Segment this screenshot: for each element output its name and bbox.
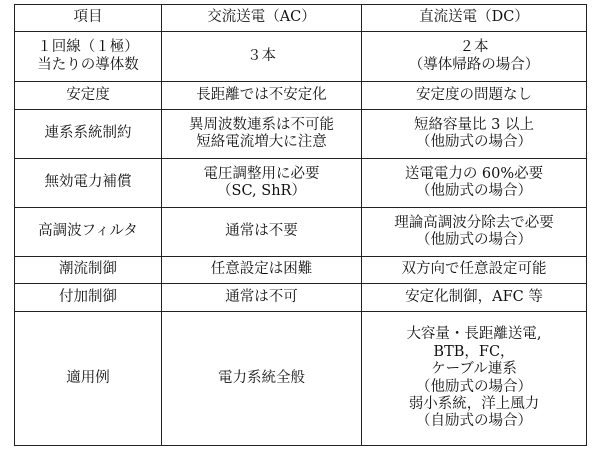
cell-line: （他励式の場合） bbox=[416, 232, 532, 248]
cell-line: 通常は不要 bbox=[225, 223, 298, 240]
cell-line: 高調波フィルタ bbox=[38, 223, 138, 240]
cell-line: （他励式の場合） bbox=[416, 378, 532, 395]
cell-line: ２本 bbox=[459, 39, 489, 56]
row-dc bbox=[362, 312, 587, 446]
header-dc: 直流送電（DC） bbox=[362, 5, 587, 32]
row-ac bbox=[162, 82, 362, 110]
cell-line: （他励式の場合） bbox=[416, 183, 532, 199]
table-row bbox=[15, 82, 587, 110]
table-row bbox=[15, 208, 587, 257]
table-row bbox=[15, 312, 587, 446]
row-item bbox=[15, 159, 162, 208]
cell-line: 短絡容量比 3 以上 bbox=[414, 116, 534, 133]
row-item bbox=[15, 284, 162, 312]
cell-line: （SC, ShR） bbox=[217, 183, 306, 199]
row-dc bbox=[362, 208, 587, 257]
header-ac: 交流送電（AC） bbox=[162, 5, 362, 32]
cell-line: １回線（１極） bbox=[37, 39, 139, 56]
cell-line: 安定度 bbox=[66, 86, 110, 103]
cell-line: 当たりの導体数 bbox=[37, 56, 139, 73]
cell-line: （他励式の場合） bbox=[416, 134, 532, 150]
row-ac bbox=[162, 208, 362, 257]
cell-line: 連系系統制約 bbox=[44, 125, 132, 142]
row-ac bbox=[162, 284, 362, 312]
row-item bbox=[15, 312, 162, 446]
cell-line: 電圧調整用に必要 bbox=[203, 165, 320, 182]
row-dc bbox=[362, 257, 587, 284]
cell-line: 送電電力の 60%必要 bbox=[404, 165, 544, 182]
cell-line: 安定度の問題なし bbox=[416, 86, 532, 103]
row-ac bbox=[162, 110, 362, 159]
table-row bbox=[15, 159, 587, 208]
table-row bbox=[15, 284, 587, 312]
cell-line: 安定化制御，AFC 等 bbox=[405, 288, 543, 305]
cell-line: ケーブル連系 bbox=[431, 361, 517, 378]
cell-line: 付加制御 bbox=[59, 288, 117, 305]
row-dc bbox=[362, 110, 587, 159]
row-item bbox=[15, 110, 162, 159]
cell-line: 弱小系統，洋上風力 bbox=[408, 395, 540, 412]
ac-dc-comparison-table bbox=[14, 4, 587, 446]
row-ac bbox=[162, 159, 362, 208]
row-dc bbox=[362, 159, 587, 208]
row-ac bbox=[162, 257, 362, 284]
cell-line: 大容量・長距離送電, bbox=[406, 326, 542, 343]
row-item bbox=[15, 32, 162, 82]
cell-line: 任意設定は困難 bbox=[210, 261, 313, 278]
table-row bbox=[15, 32, 587, 82]
cell-line: BTB，FC， bbox=[433, 343, 515, 360]
cell-line: ３本 bbox=[247, 47, 276, 64]
row-dc bbox=[362, 284, 587, 312]
row-item bbox=[15, 257, 162, 284]
cell-line: 双方向で任意設定可能 bbox=[401, 261, 547, 278]
row-item bbox=[15, 208, 162, 257]
cell-line: 長距離では不安定化 bbox=[196, 86, 327, 103]
row-ac bbox=[162, 312, 362, 446]
cell-line: 適用例 bbox=[66, 369, 110, 386]
cell-line: 通常は不可 bbox=[225, 288, 298, 305]
row-item bbox=[15, 82, 162, 110]
cell-line: 潮流制御 bbox=[59, 261, 117, 278]
row-ac bbox=[162, 32, 362, 82]
table-row bbox=[15, 110, 587, 159]
cell-line: 無効電力補償 bbox=[44, 174, 132, 191]
cell-line: 電力系統全般 bbox=[218, 369, 305, 386]
header-item: 項目 bbox=[15, 5, 162, 32]
cell-line: 異周波数連系は不可能 bbox=[189, 116, 334, 133]
cell-line: 短絡電流増大に注意 bbox=[196, 134, 327, 150]
row-dc bbox=[362, 82, 587, 110]
cell-line: 理論高調波分除去で必要 bbox=[394, 214, 554, 231]
row-dc bbox=[362, 32, 587, 82]
header-row bbox=[15, 5, 587, 32]
table-row bbox=[15, 257, 587, 284]
cell-line: （自励式の場合） bbox=[416, 413, 532, 430]
cell-line: （導体帰路の場合） bbox=[408, 56, 540, 73]
